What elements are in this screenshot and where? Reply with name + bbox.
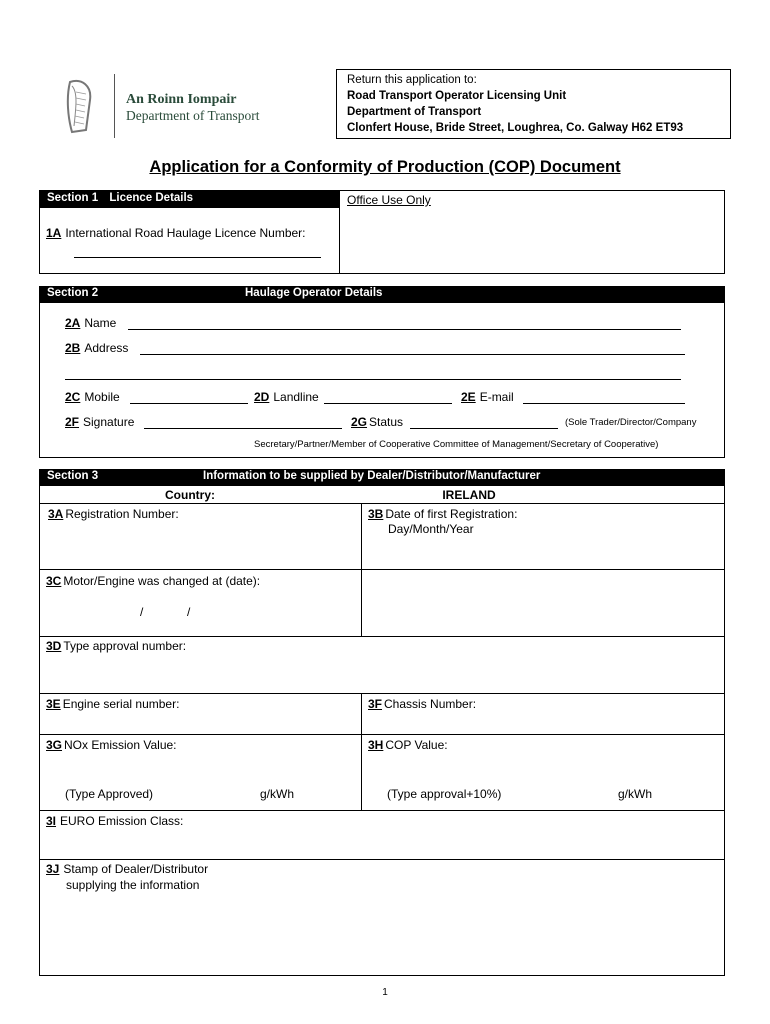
section2-title: Haulage Operator Details (245, 287, 383, 299)
field-2c-label: 2C Mobile (65, 390, 120, 404)
section3-label: Section 3 (47, 470, 99, 482)
field-2f-line[interactable] (144, 428, 342, 429)
section3-box (39, 469, 725, 976)
date-slash-2: / (187, 605, 191, 619)
section3-header-bar (39, 469, 725, 486)
field-3h-note: (Type approval+10%) (387, 787, 502, 801)
return-address: Clonfert House, Bride Street, Loughrea, Co. Galway H62 ET93 (347, 122, 684, 134)
col-line-top (361, 503, 362, 636)
section1-title: Licence Details (109, 192, 194, 204)
status-note-1: (Sole Trader/Director/Company (565, 417, 697, 428)
field-2b-label: 2B Address (65, 341, 129, 355)
page-number: 1 (382, 987, 388, 998)
field-3h-label: 3H COP Value: (368, 738, 448, 752)
field-3g-unit: g/kWh (260, 787, 295, 801)
field-3f-label: 3F Chassis Number: (368, 697, 477, 711)
row-line-5 (39, 734, 725, 735)
field-2g-line[interactable] (410, 428, 558, 429)
section2-header-bar (39, 286, 725, 303)
department-logo-text (126, 92, 259, 124)
field-3b-sublabel: Day/Month/Year (388, 522, 474, 536)
section1-header-bar (39, 190, 340, 208)
country-value: IRELAND (442, 488, 496, 502)
field-2g-label: 2G Status (351, 415, 404, 429)
section1-divider (339, 190, 340, 274)
date-slash-1: / (140, 605, 144, 619)
row-line-2 (39, 569, 725, 570)
field-3h-unit: g/kWh (618, 787, 653, 801)
row-line-1 (39, 503, 725, 504)
field-3b-label: 3B Date of first Registration: (368, 507, 518, 521)
field-3g-note: (Type Approved) (65, 787, 154, 801)
row-line-3 (39, 636, 725, 637)
section2-box (39, 286, 725, 458)
field-2b-line-2[interactable] (65, 379, 681, 380)
logo-line-english: Department of Transport (126, 108, 260, 123)
field-3a-label: 3A Registration Number: (48, 507, 179, 521)
field-2f-label: 2F Signature (65, 415, 135, 429)
logo-divider (114, 74, 115, 138)
field-3d-label: 3D Type approval number: (46, 639, 187, 653)
page-title: Application for a Conformity of Production (COP) Document (149, 158, 621, 176)
field-2e-line[interactable] (523, 403, 685, 404)
field-1a-label: 1A International Road Haulage Licence Number: (46, 226, 306, 240)
status-note-2: Secretary/Partner/Member of Cooperative Committee of Management/Secretary of Cooperative) (254, 439, 659, 450)
row-line-6 (39, 810, 725, 811)
col-line-mid (361, 693, 362, 810)
office-use-label: Office Use Only (347, 193, 431, 207)
return-intro: Return this application to: (347, 74, 477, 86)
row-line-7 (39, 859, 725, 860)
field-2b-line[interactable] (140, 354, 685, 355)
logo-line-irish: An Roinn Iompair (126, 92, 237, 107)
field-3j-label: 3J Stamp of Dealer/Distributor (46, 862, 209, 876)
section1-label: Section 1 (47, 192, 99, 204)
country-label: Country: (165, 488, 215, 502)
section2-label: Section 2 (47, 287, 99, 299)
field-1a-line[interactable] (74, 257, 321, 258)
field-3i-label: 3I EURO Emission Class: (46, 814, 184, 828)
return-department: Department of Transport (347, 106, 482, 118)
field-3e-label: 3E Engine serial number: (46, 697, 180, 711)
field-2a-label: 2A Name (65, 316, 117, 330)
section3-title: Information to be supplied by Dealer/Distributor/Manufacturer (203, 470, 541, 482)
field-3g-label: 3G NOx Emission Value: (46, 738, 177, 752)
return-address-box (336, 69, 731, 139)
field-2d-label: 2D Landline (254, 390, 319, 404)
row-line-4 (39, 693, 725, 694)
field-3j-sublabel: supplying the information (66, 878, 200, 892)
field-2d-line[interactable] (324, 403, 452, 404)
field-3c-label: 3C Motor/Engine was changed at (date): (46, 574, 261, 588)
return-unit: Road Transport Operator Licensing Unit (347, 90, 567, 102)
harp-logo-icon (64, 78, 94, 136)
field-2c-line[interactable] (130, 403, 248, 404)
field-2e-label: 2E E-mail (461, 390, 514, 404)
field-2a-line[interactable] (128, 329, 681, 330)
